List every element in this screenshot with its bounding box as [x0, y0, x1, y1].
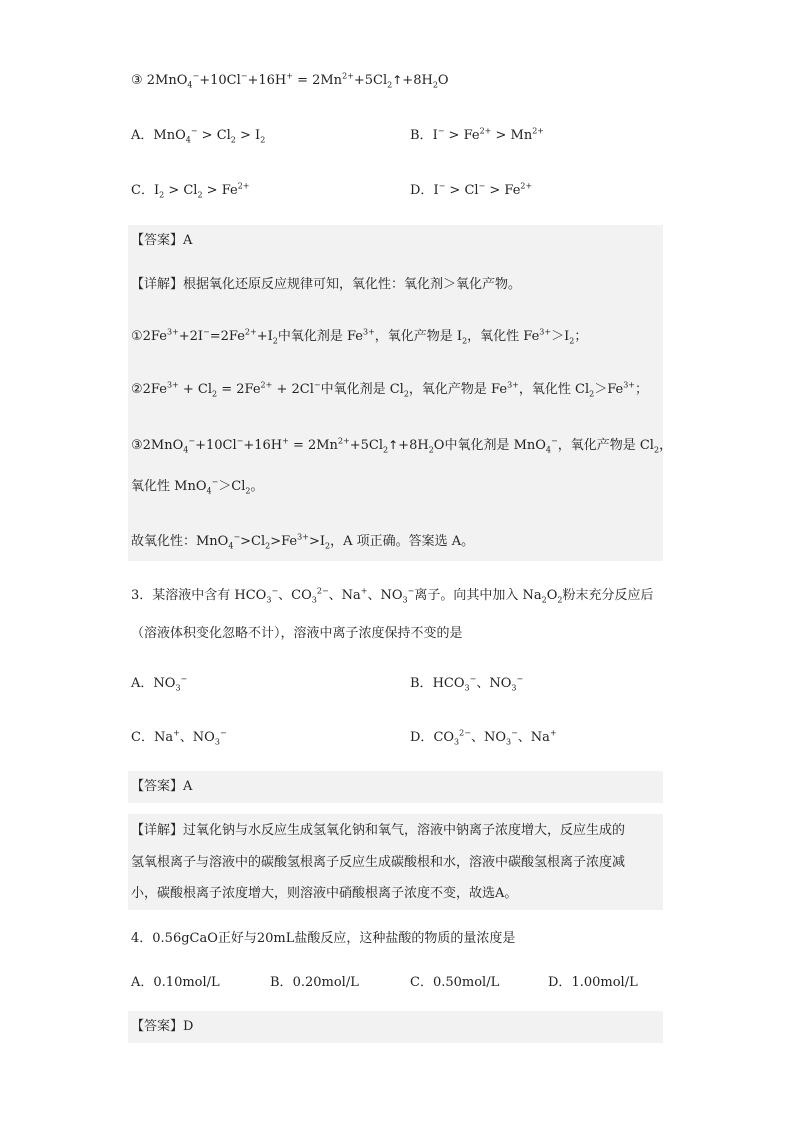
- q3-option-c: C．Na+、$NO_3^-$: [131, 728, 227, 747]
- q2-option-c: C．$I_2 > Cl_2 > Fe^{2+}$: [131, 181, 250, 200]
- q4-stem: 4．0.56gCaO正好与20mL盐酸反应，这种盐酸的物质的量浓度是: [131, 931, 516, 946]
- q4-option-c: C．0.50mol/L: [410, 975, 500, 990]
- q4-answer-panel: [128, 1011, 663, 1043]
- q2-conclusion: 故氧化性：$MnO_4^->Cl_2>Fe^{3+}>I_2$，A 项正确。答案选 A。: [131, 532, 475, 551]
- q3-answer: 【答案】A: [131, 779, 193, 794]
- q2-detail-2: $②2Fe^{3+} + Cl_2 = 2Fe^{2+} + 2Cl^-$中氧化剂是 $Cl_2$，氧化产物是 $Fe^{3+}$，氧化性 $Cl_2>Fe^{3+}$；: [131, 380, 649, 399]
- q2-option-b: B．$I^- > Fe^{2+} > Mn^{2+}$: [410, 126, 545, 143]
- q2-answer: 【答案】A: [131, 233, 193, 248]
- q4-answer: 【答案】D: [131, 1019, 194, 1034]
- q2-detail: 【详解】根据氧化还原反应规律可知，氧化性：氧化剂＞氧化产物。: [131, 277, 522, 292]
- q4-option-a: A．0.10mol/L: [131, 975, 220, 990]
- q2-detail-3: ③2MnO$_4$−+10Cl−+16H+ = $2Mn^{2+}+5Cl_2↑+8H_2O$中氧化剂是 MnO$_4$−，氧化产物是 $Cl_2$，: [131, 436, 673, 455]
- q3-answer-panel: [128, 771, 663, 803]
- q3-detail-line-1: 【详解】过氧化钠与水反应生成氢氧化钠和氧气，溶液中钠离子浓度增大，反应生成的: [131, 823, 626, 838]
- q3-stem-line-1: 3．某溶液中含有 $HCO_3^-$、$CO_3^{2-}$、Na+、$NO_3^-$离子。向其中加入 $Na_2O_2$粉末充分反应后: [131, 586, 654, 605]
- q2-detail-1: $①2Fe^{3+}+2I^-=2Fe^{2+}+I_2$中氧化剂是 $Fe^{3+}$，氧化产物是 $I_2$，氧化性 $Fe^{3+}>I_2$；: [131, 327, 588, 346]
- q2-option-d: D．$I^- > Cl^- > Fe^{2+}$: [410, 181, 533, 198]
- q2-detail-3-cont: 氧化性 $MnO_4^->Cl_2$。: [131, 477, 264, 496]
- q3-stem-line-2: （溶液体积变化忽略不计），溶液中离子浓度保持不变的是: [131, 626, 463, 641]
- q4-option-b: B．0.20mol/L: [270, 975, 359, 990]
- q3-detail-line-2: 氢氧根离子与溶液中的碳酸氢根离子反应生成碳酸根和水，溶液中碳酸氢根离子浓度减: [131, 855, 626, 870]
- q3-detail-line-3: 小，碳酸根离子浓度增大，则溶液中硝酸根离子浓度不变，故选A。: [131, 886, 518, 901]
- q4-option-d: D．1.00mol/L: [548, 975, 638, 990]
- q3-option-a: A．$NO_3^-$: [131, 674, 188, 693]
- q2-equation-3: ③ $2MnO_4^-+10Cl^-+16H^+ = 2Mn^{2+}+5Cl_2↑+8H_2O$: [131, 71, 449, 90]
- q3-option-b: B．$HCO_3^-$、$NO_3^-$: [410, 674, 524, 693]
- q3-option-d: D．$CO_3^{2-}$、$NO_3^-$、Na+: [410, 728, 557, 747]
- q2-option-a: A．$MnO_4^- > Cl_2 > I_2$: [131, 126, 266, 145]
